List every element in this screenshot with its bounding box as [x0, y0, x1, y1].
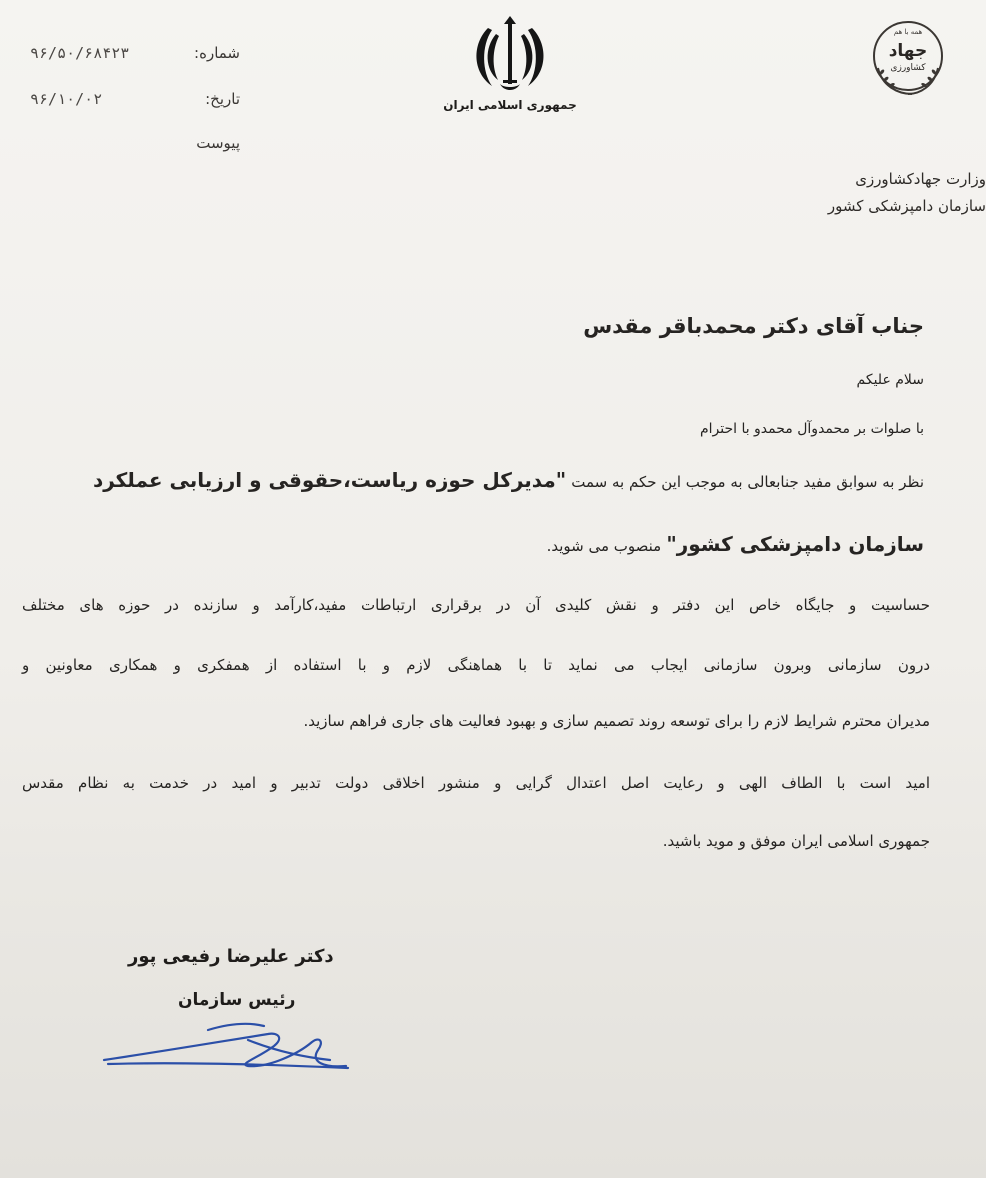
org-veterinary-org: سازمان دامپزشکی کشور [827, 197, 986, 215]
salawat-line: با صلوات بر محمدوآل محمدو با احترام [699, 421, 924, 437]
jahad-logo-sub-text: کشاورزی [890, 63, 926, 73]
letter-number-label: شماره: [194, 44, 240, 62]
handwritten-signature [98, 1020, 358, 1090]
p1-position-line-1: "مدیرکل حوزه ریاست،حقوقی و ارزیابی عملکرد [92, 468, 567, 492]
paragraph-1-line-1 [93, 468, 924, 492]
iran-emblem-icon [470, 14, 550, 96]
jahad-logo-icon [868, 16, 948, 98]
p1-position-line-2: سازمان دامپزشکی کشور" [666, 532, 924, 556]
letter-attachment-row [30, 134, 240, 156]
letter-date-value: ۹۶/۱۰/۰۲ [30, 90, 103, 108]
letter-attachment-label: پیوست [196, 134, 240, 152]
paragraph-2-line-1: حساسیت و جایگاه خاص این دفتر و نقش کلیدی آن در برقراری ارتباطات مفید،کارآمد و سازنده در حوزه های مختلف [22, 596, 930, 614]
greeting: سلام علیکم [856, 372, 924, 388]
p1-suffix: منصوب می شوید. [546, 537, 662, 555]
paragraph-2-line-3: مدیران محترم شرایط لازم را برای توسعه روند تصمیم سازی و بهبود فعالیت های جاری فراهم سازید. [303, 712, 930, 730]
emblem-caption: جمهوری اسلامی ایران [443, 98, 577, 112]
letter-number-value: ۹۶/۵۰/۶۸۴۲۳ [30, 44, 130, 62]
paragraph-1-line-2 [547, 532, 924, 556]
paragraph-3-line-2: جمهوری اسلامی ایران موفق و موید باشید. [662, 832, 930, 850]
jahad-keshavarzi-logo [868, 16, 948, 96]
recipient-line: جناب آقای دکتر محمدباقر مقدس [583, 314, 924, 338]
paragraph-2-line-2: درون سازمانی وبرون سازمانی ایجاب می نماید تا با هماهنگی لازم و با استفاده از همفکری و همکاری معاونین و [22, 656, 930, 674]
org-ministry: وزارت جهادکشاورزی [855, 170, 986, 188]
jahad-logo-main-text: جهاد [888, 41, 928, 61]
p1-prefix: نظر به سوابق مفید جنابعالی به موجب این حکم به سمت [571, 473, 924, 491]
letter-date-row [30, 90, 240, 112]
letter-number-row [30, 44, 240, 66]
letter-date-label: تاریخ: [205, 90, 240, 108]
jahad-logo-top-text: همه با هم [893, 28, 923, 36]
signatory-title: رئیس سازمان [178, 990, 296, 1010]
signatory-name: دکتر علیرضا رفیعی پور [128, 946, 334, 967]
iran-emblem [440, 14, 580, 112]
paragraph-3-line-1: امید است با الطاف الهی و رعایت اصل اعتدال گرایی و منشور اخلاقی دولت تدبیر و امید در خدمت به نظام مقدس [22, 774, 930, 792]
